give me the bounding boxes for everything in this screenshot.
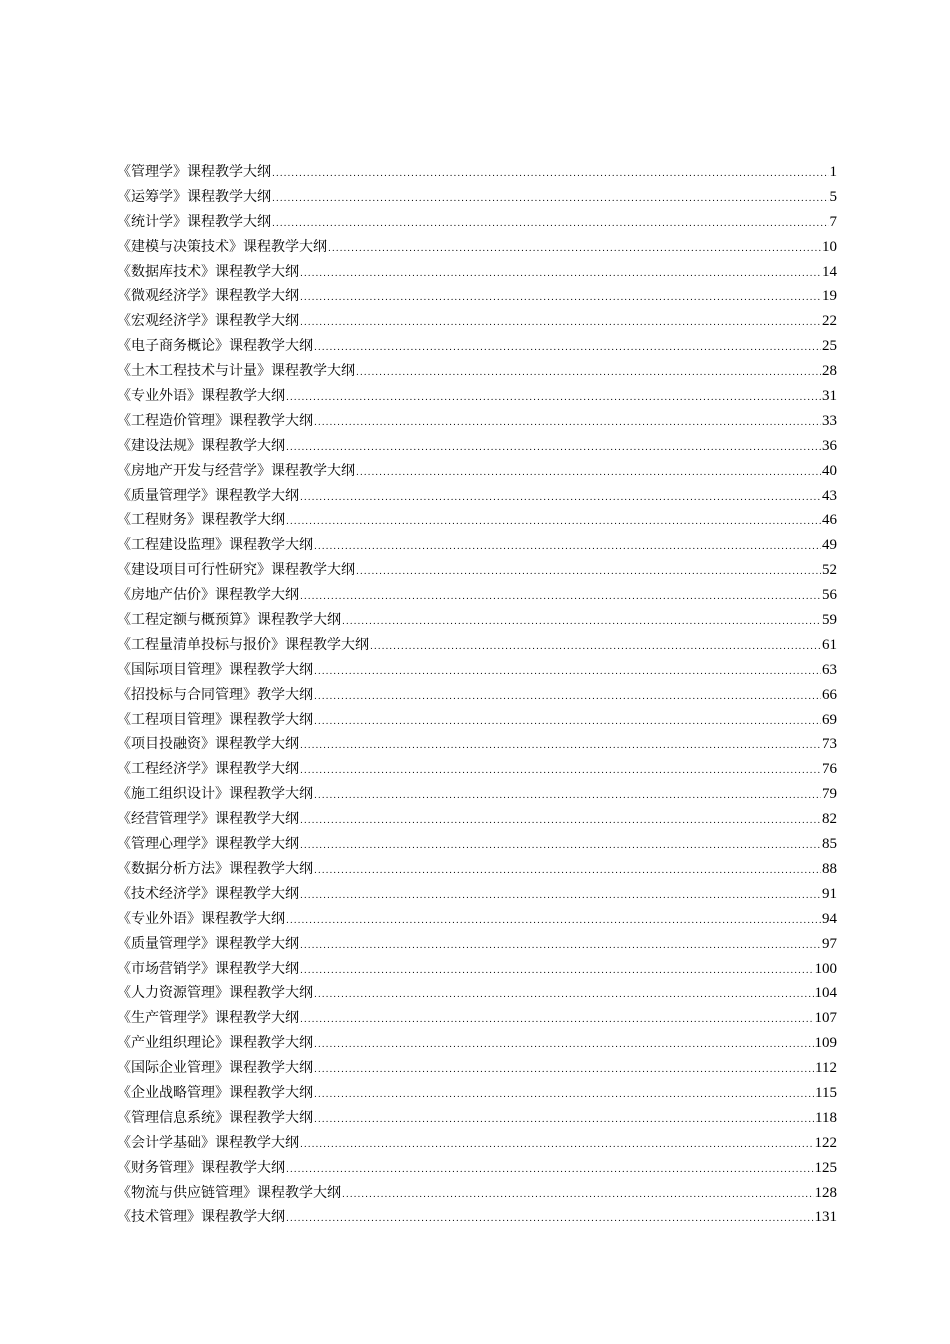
toc-entry-page-number: 131	[814, 1209, 837, 1226]
toc-entry-title: 《电子商务概论》课程教学大纲	[117, 338, 313, 355]
toc-entry-title: 《工程量清单投标与报价》课程教学大纲	[117, 636, 369, 653]
toc-entry[interactable]	[117, 309, 837, 334]
toc-entry[interactable]	[117, 334, 837, 359]
toc-entry[interactable]	[117, 708, 837, 733]
toc-entry-title: 《房地产估价》课程教学大纲	[117, 587, 299, 604]
toc-dot-leader	[300, 585, 821, 610]
toc-entry-title: 《生产管理学》课程教学大纲	[117, 1010, 299, 1027]
toc-dot-leader	[300, 834, 821, 859]
toc-entry-page-number: 104	[814, 985, 837, 1002]
toc-entry-title: 《企业战略管理》课程教学大纲	[117, 1084, 313, 1101]
toc-entry-page-number: 61	[822, 636, 837, 653]
toc-dot-leader	[314, 685, 821, 710]
toc-entry-title: 《运筹学》课程教学大纲	[117, 188, 271, 205]
toc-entry-page-number: 25	[822, 338, 837, 355]
toc-dot-leader	[314, 859, 821, 884]
toc-entry-page-number: 107	[814, 1010, 837, 1027]
toc-entry-page-number: 97	[822, 935, 837, 952]
toc-entry[interactable]	[117, 1131, 837, 1156]
toc-entry-title: 《财务管理》课程教学大纲	[117, 1159, 285, 1176]
toc-dot-leader	[272, 162, 829, 187]
toc-entry-page-number: 76	[822, 761, 837, 778]
toc-dot-leader	[300, 286, 821, 311]
toc-entry-page-number: 40	[822, 462, 837, 479]
toc-entry[interactable]	[117, 558, 837, 583]
toc-entry-page-number: 125	[814, 1159, 837, 1176]
toc-entry[interactable]	[117, 359, 837, 384]
toc-dot-leader	[300, 311, 821, 336]
toc-entry[interactable]	[117, 608, 837, 633]
toc-dot-leader	[272, 212, 829, 237]
toc-entry[interactable]	[117, 533, 837, 558]
toc-dot-leader	[286, 909, 821, 934]
toc-dot-leader	[286, 386, 821, 411]
toc-entry-title: 《专业外语》课程教学大纲	[117, 910, 285, 927]
toc-dot-leader	[286, 436, 821, 461]
toc-entry-page-number: 46	[822, 512, 837, 529]
toc-entry-page-number: 5	[829, 188, 837, 205]
toc-entry[interactable]	[117, 683, 837, 708]
toc-entry[interactable]	[117, 1031, 837, 1056]
toc-entry-page-number: 63	[822, 661, 837, 678]
toc-entry-page-number: 7	[829, 213, 837, 230]
toc-entry[interactable]	[117, 1056, 837, 1081]
toc-entry-title: 《项目投融资》课程教学大纲	[117, 736, 299, 753]
toc-entry-title: 《房地产开发与经营学》课程教学大纲	[117, 462, 355, 479]
toc-entry-title: 《经营管理学》课程教学大纲	[117, 811, 299, 828]
toc-entry[interactable]	[117, 284, 837, 309]
toc-dot-leader	[314, 1058, 814, 1083]
toc-dot-leader	[314, 784, 821, 809]
toc-entry[interactable]	[117, 160, 837, 185]
toc-entry[interactable]	[117, 235, 837, 260]
toc-entry-page-number: 100	[814, 960, 837, 977]
toc-entry-title: 《建模与决策技术》课程教学大纲	[117, 238, 327, 255]
toc-entry[interactable]	[117, 1181, 837, 1206]
toc-entry-title: 《建设法规》课程教学大纲	[117, 437, 285, 454]
toc-entry[interactable]	[117, 459, 837, 484]
toc-entry-title: 《物流与供应链管理》课程教学大纲	[117, 1184, 341, 1201]
toc-entry[interactable]	[117, 907, 837, 932]
toc-entry[interactable]	[117, 583, 837, 608]
toc-entry-page-number: 33	[822, 412, 837, 429]
toc-entry-page-number: 91	[822, 885, 837, 902]
toc-entry[interactable]	[117, 384, 837, 409]
toc-entry[interactable]	[117, 409, 837, 434]
toc-entry[interactable]	[117, 1106, 837, 1131]
toc-entry-page-number: 69	[822, 711, 837, 728]
toc-dot-leader	[286, 1158, 814, 1183]
toc-entry-page-number: 31	[822, 388, 837, 405]
toc-dot-leader	[314, 710, 821, 735]
toc-entry[interactable]	[117, 932, 837, 957]
toc-entry-title: 《建设项目可行性研究》课程教学大纲	[117, 562, 355, 579]
toc-entry-title: 《招投标与合同管理》教学大纲	[117, 686, 313, 703]
toc-entry[interactable]	[117, 484, 837, 509]
toc-entry-page-number: 28	[822, 363, 837, 380]
toc-entry-page-number: 43	[822, 487, 837, 504]
toc-entry-title: 《人力资源管理》课程教学大纲	[117, 985, 313, 1002]
toc-entry-page-number: 10	[822, 238, 837, 255]
toc-entry-page-number: 79	[822, 786, 837, 803]
toc-entry-page-number: 52	[822, 562, 837, 579]
toc-entry[interactable]	[117, 658, 837, 683]
toc-entry-title: 《数据分析方法》课程教学大纲	[117, 860, 313, 877]
toc-entry[interactable]	[117, 185, 837, 210]
toc-entry[interactable]	[117, 807, 837, 832]
toc-dot-leader	[286, 510, 821, 535]
toc-dot-leader	[356, 560, 821, 585]
toc-dot-leader	[272, 187, 829, 212]
toc-dot-leader	[300, 934, 821, 959]
toc-entry[interactable]	[117, 732, 837, 757]
toc-entry-title: 《宏观经济学》课程教学大纲	[117, 313, 299, 330]
toc-entry-page-number: 19	[822, 288, 837, 305]
toc-entry-page-number: 22	[822, 313, 837, 330]
toc-entry[interactable]	[117, 1205, 837, 1230]
toc-dot-leader	[370, 635, 821, 660]
toc-entry-title: 《技术管理》课程教学大纲	[117, 1209, 285, 1226]
toc-entry-page-number: 109	[814, 1035, 837, 1052]
toc-dot-leader	[342, 610, 821, 635]
toc-entry-title: 《工程造价管理》课程教学大纲	[117, 412, 313, 429]
toc-entry-page-number: 59	[822, 612, 837, 629]
toc-entry[interactable]	[117, 1006, 837, 1031]
toc-entry-title: 《管理心理学》课程教学大纲	[117, 836, 299, 853]
toc-entry[interactable]	[117, 434, 837, 459]
toc-entry-title: 《市场营销学》课程教学大纲	[117, 960, 299, 977]
toc-entry[interactable]	[117, 957, 837, 982]
toc-entry-page-number: 118	[815, 1109, 837, 1126]
table-of-contents	[117, 160, 837, 1230]
toc-entry-page-number: 73	[822, 736, 837, 753]
toc-entry-page-number: 56	[822, 587, 837, 604]
toc-entry[interactable]	[117, 981, 837, 1006]
toc-entry-title: 《工程财务》课程教学大纲	[117, 512, 285, 529]
toc-entry-title: 《工程经济学》课程教学大纲	[117, 761, 299, 778]
toc-entry[interactable]	[117, 882, 837, 907]
toc-entry-title: 《质量管理学》课程教学大纲	[117, 487, 299, 504]
toc-entry[interactable]	[117, 1156, 837, 1181]
toc-dot-leader	[314, 535, 821, 560]
toc-dot-leader	[314, 1033, 814, 1058]
toc-entry-title: 《会计学基础》课程教学大纲	[117, 1134, 299, 1151]
toc-entry-page-number: 112	[815, 1060, 837, 1077]
toc-entry-page-number: 115	[815, 1084, 837, 1101]
toc-entry[interactable]	[117, 508, 837, 533]
toc-dot-leader	[300, 262, 821, 287]
toc-entry-title: 《国际项目管理》课程教学大纲	[117, 661, 313, 678]
toc-entry-title: 《统计学》课程教学大纲	[117, 213, 271, 230]
toc-entry-page-number: 49	[822, 537, 837, 554]
toc-entry-title: 《土木工程技术与计量》课程教学大纲	[117, 363, 355, 380]
toc-dot-leader	[314, 660, 821, 685]
toc-dot-leader	[300, 959, 814, 984]
toc-entry-title: 《工程定额与概预算》课程教学大纲	[117, 612, 341, 629]
toc-dot-leader	[314, 411, 821, 436]
toc-dot-leader	[300, 759, 821, 784]
toc-entry[interactable]	[117, 210, 837, 235]
toc-entry-title: 《数据库技术》课程教学大纲	[117, 263, 299, 280]
toc-entry-page-number: 66	[822, 686, 837, 703]
toc-entry-page-number: 122	[814, 1134, 837, 1151]
toc-entry-page-number: 128	[814, 1184, 837, 1201]
toc-entry-title: 《管理信息系统》课程教学大纲	[117, 1109, 313, 1126]
toc-dot-leader	[342, 1183, 814, 1208]
toc-entry-title: 《质量管理学》课程教学大纲	[117, 935, 299, 952]
toc-entry-title: 《工程项目管理》课程教学大纲	[117, 711, 313, 728]
toc-entry[interactable]	[117, 782, 837, 807]
toc-dot-leader	[286, 1207, 814, 1232]
toc-dot-leader	[314, 1083, 814, 1108]
toc-entry-title: 《管理学》课程教学大纲	[117, 164, 271, 180]
toc-entry-title: 《施工组织设计》课程教学大纲	[117, 786, 313, 803]
toc-entry-page-number: 82	[822, 811, 837, 828]
toc-dot-leader	[300, 1008, 814, 1033]
toc-entry[interactable]	[117, 857, 837, 882]
toc-dot-leader	[356, 461, 821, 486]
toc-entry-page-number: 85	[822, 836, 837, 853]
toc-entry-page-number: 14	[822, 263, 837, 280]
toc-entry-title: 《技术经济学》课程教学大纲	[117, 885, 299, 902]
toc-entry-page-number: 88	[822, 860, 837, 877]
toc-dot-leader	[314, 1108, 814, 1133]
toc-entry[interactable]	[117, 832, 837, 857]
toc-entry-page-number: 94	[822, 910, 837, 927]
toc-entry-title: 《产业组织理论》课程教学大纲	[117, 1035, 313, 1052]
toc-dot-leader	[314, 983, 814, 1008]
toc-dot-leader	[300, 1133, 814, 1158]
toc-entry-page-number: 1	[829, 164, 837, 180]
toc-entry-page-number: 36	[822, 437, 837, 454]
toc-dot-leader	[314, 336, 821, 361]
toc-dot-leader	[300, 734, 821, 759]
toc-dot-leader	[300, 486, 821, 511]
toc-entry-title: 《国际企业管理》课程教学大纲	[117, 1060, 313, 1077]
toc-entry[interactable]	[117, 260, 837, 285]
toc-entry[interactable]	[117, 757, 837, 782]
toc-dot-leader	[356, 361, 821, 386]
toc-entry[interactable]	[117, 633, 837, 658]
toc-entry-title: 《专业外语》课程教学大纲	[117, 388, 285, 405]
toc-entry[interactable]	[117, 1081, 837, 1106]
toc-dot-leader	[328, 237, 821, 262]
toc-dot-leader	[300, 884, 821, 909]
toc-dot-leader	[300, 809, 821, 834]
toc-entry-title: 《微观经济学》课程教学大纲	[117, 288, 299, 305]
toc-entry-title: 《工程建设监理》课程教学大纲	[117, 537, 313, 554]
